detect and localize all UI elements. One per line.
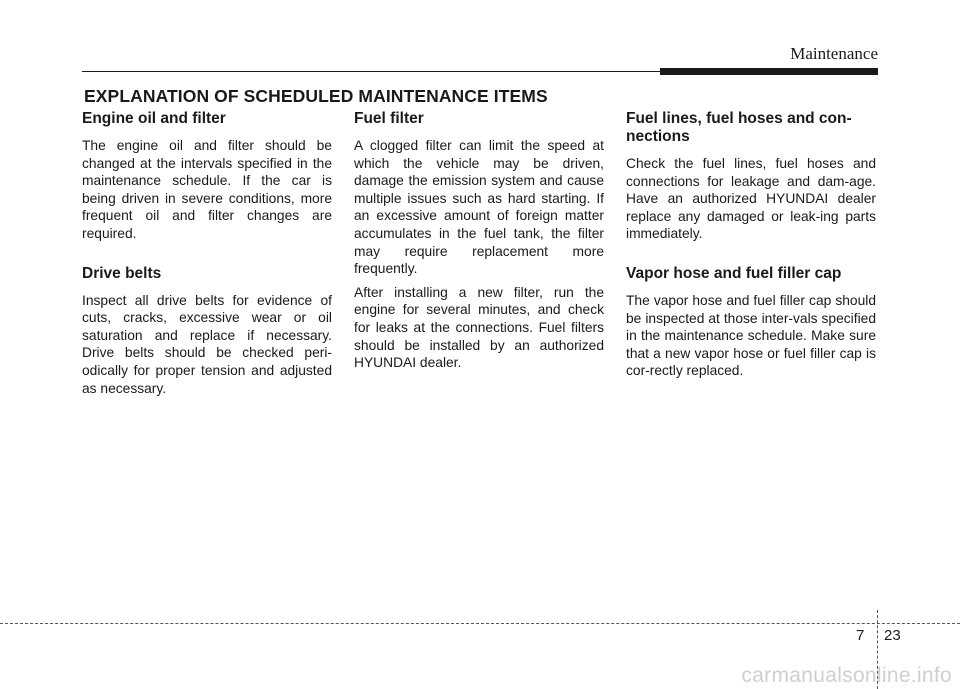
column-1 — [82, 110, 332, 403]
para-fuel-filter-1: A clogged filter can limit the speed at which the vehicle may be driven, damage the emission system and cause multiple issues such as hard starting. If an excessive amount of foreign matter accumulates in the fuel tank, the filter may require replacement more frequently. — [354, 138, 604, 277]
heading-drive-belts: Drive belts — [82, 264, 162, 282]
heading-engine-oil-filter: Engine oil and filter — [82, 110, 226, 127]
spacer — [82, 249, 332, 265]
column-3 — [626, 110, 876, 386]
para-vapor-hose: The vapor hose and fuel filler cap should be inspected at those inter-vals specified in the maintenance schedule. Make sure that a new vapor hose or fuel filler cap is cor-rectly replaced. — [626, 292, 876, 379]
section-heading: EXPLANATION OF SCHEDULED MAINTENANCE ITEMS — [84, 86, 548, 106]
footer-dashed-rule — [0, 623, 960, 624]
heading-fuel-filter: Fuel filter — [354, 110, 424, 127]
para-fuel-lines: Check the fuel lines, fuel hoses and connections for leakage and dam-age. Have an authorized HYUNDAI dealer replace any damaged or leak-ing parts immediately. — [626, 156, 876, 242]
watermark: carmanualsonline.info — [741, 664, 952, 687]
page-number: 23 — [884, 627, 901, 644]
heading-fuel-lines: Fuel lines, fuel hoses and con-nections — [626, 110, 852, 145]
header-title: Maintenance — [790, 44, 878, 63]
spacer — [626, 249, 876, 265]
header-bar — [660, 68, 878, 75]
page-chapter: 7 — [856, 627, 865, 644]
para-engine-oil-filter: The engine oil and filter should be changed at the intervals specified in the maintenance schedule. If the car is being driven in severe conditions, more frequent oil and filter changes are required. — [82, 138, 332, 241]
heading-vapor-hose: Vapor hose and fuel filler cap — [626, 264, 842, 282]
column-2 — [354, 110, 604, 378]
para-fuel-filter-2: After installing a new filter, run the engine for several minutes, and check for leaks at the connections. Fuel filters should be installed by an authorized HYUNDAI dealer. — [354, 284, 604, 371]
para-drive-belts: Inspect all drive belts for evidence of cuts, cracks, excessive wear or oil saturation and replace if necessary. Drive belts should be checked peri-odically for proper tension and adjusted as necessary. — [82, 292, 332, 396]
